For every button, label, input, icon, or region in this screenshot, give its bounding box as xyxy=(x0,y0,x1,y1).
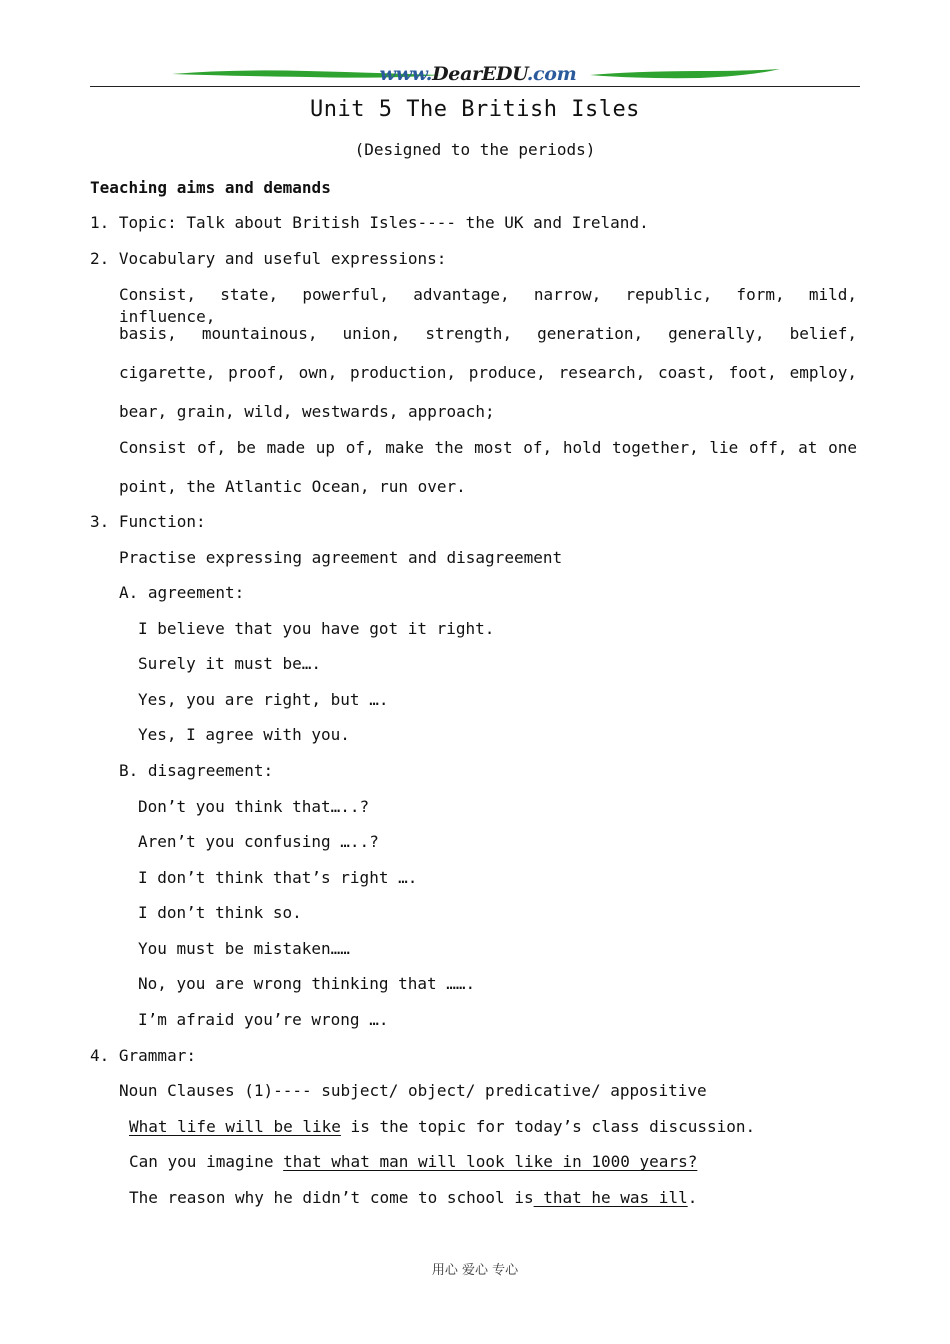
disagreement-heading: B. disagreement: xyxy=(119,761,274,780)
underlined-clause: that what man will look like in 1000 years? xyxy=(283,1152,698,1171)
function-heading: 3. Function: xyxy=(90,512,206,531)
page-title: Unit 5 The British Isles xyxy=(310,97,640,122)
logo-suffix: .com xyxy=(526,63,577,85)
disagreement-phrase: I don’t think that’s right …. xyxy=(138,868,418,887)
example-pre: The reason why he didn’t come to school is xyxy=(129,1188,534,1207)
disagreement-phrase: I’m afraid you’re wrong …. xyxy=(138,1010,389,1029)
logo-prefix: www. xyxy=(379,63,433,85)
header-banner xyxy=(90,62,860,90)
disagreement-phrase: No, you are wrong thinking that ……. xyxy=(138,974,476,993)
grammar-intro: Noun Clauses (1)---- subject/ object/ predicative/ appositive xyxy=(119,1081,707,1100)
topic-item: 1. Topic: Talk about British Isles---- the UK and Ireland. xyxy=(90,213,649,232)
vocabulary-line: cigarette, proof, own, production, produce, research, coast, foot, employ, xyxy=(119,363,857,382)
disagreement-phrase: Don’t you think that…..? xyxy=(138,797,370,816)
example-post: . xyxy=(687,1188,698,1207)
site-logo[interactable] xyxy=(358,62,598,86)
grammar-example-subject xyxy=(129,1116,755,1138)
agreement-heading: A. agreement: xyxy=(119,583,245,602)
underlined-clause: that he was ill xyxy=(533,1188,688,1207)
grammar-example-predicative xyxy=(129,1187,697,1209)
header-rule xyxy=(90,86,860,87)
disagreement-phrase: Aren’t you confusing …..? xyxy=(138,832,379,851)
section-heading: Teaching aims and demands xyxy=(90,178,331,197)
example-pre: Can you imagine xyxy=(129,1152,284,1171)
phrase-line: Consist of, be made up of, make the most of, hold together, lie off, at one xyxy=(119,438,857,457)
disagreement-phrase: I don’t think so. xyxy=(138,903,302,922)
page-footer: 用心 爱心 专心 xyxy=(431,1263,519,1278)
page-subtitle: (Designed to the periods) xyxy=(354,140,596,159)
phrase-line: point, the Atlantic Ocean, run over. xyxy=(119,477,466,496)
green-swoosh-right-decoration xyxy=(590,68,780,80)
grammar-heading: 4. Grammar: xyxy=(90,1046,196,1065)
logo-mid: DearEDU xyxy=(432,63,527,85)
disagreement-phrase: You must be mistaken…… xyxy=(138,939,350,958)
vocabulary-line: basis, mountainous, union, strength, generation, generally, belief, xyxy=(119,324,857,343)
underlined-clause: What life will be like xyxy=(129,1117,341,1136)
example-rest: is the topic for today’s class discussion. xyxy=(340,1117,756,1136)
vocabulary-line: bear, grain, wild, westwards, approach; xyxy=(119,402,495,421)
agreement-phrase: I believe that you have got it right. xyxy=(138,619,495,638)
agreement-phrase: Surely it must be…. xyxy=(138,654,322,673)
function-intro: Practise expressing agreement and disagreement xyxy=(119,548,563,567)
agreement-phrase: Yes, I agree with you. xyxy=(138,725,350,744)
vocabulary-line: Consist, state, powerful, advantage, narrow, republic, form, mild, influence, xyxy=(119,285,857,326)
vocabulary-heading: 2. Vocabulary and useful expressions: xyxy=(90,249,447,268)
grammar-example-object xyxy=(129,1151,697,1173)
agreement-phrase: Yes, you are right, but …. xyxy=(138,690,389,709)
